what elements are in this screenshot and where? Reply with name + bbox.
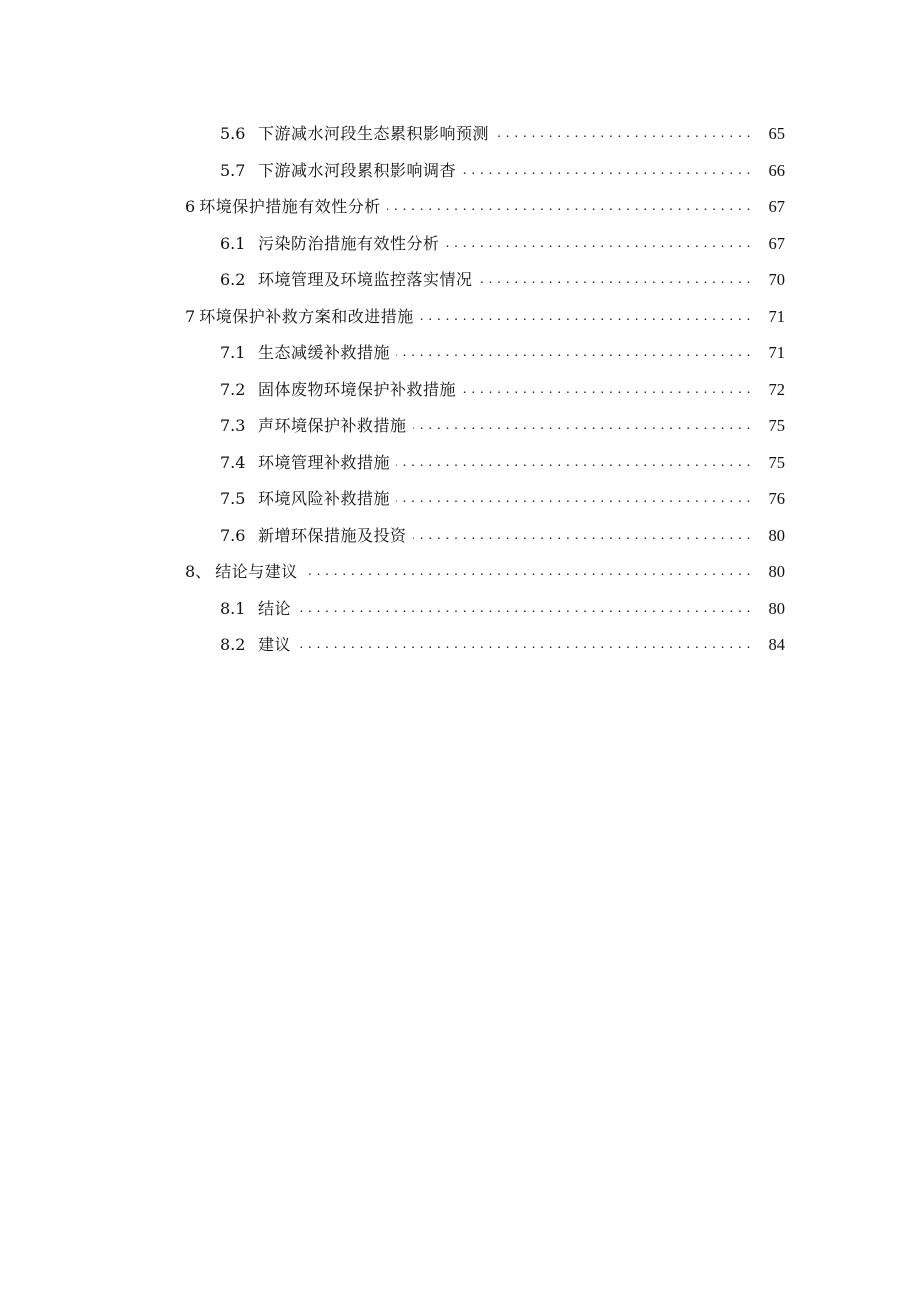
toc-entry-label <box>185 307 414 327</box>
toc-entry-number: 6 <box>185 197 196 217</box>
toc-entry-7-2[interactable] <box>0 372 920 409</box>
toc-entry-title: 生态减缓补救措施 <box>258 343 391 363</box>
toc-entry-6-2[interactable] <box>0 262 920 299</box>
toc-page-number: 80 <box>768 598 785 618</box>
toc-entry-number: 8、 <box>185 562 212 582</box>
table-of-contents <box>0 116 920 664</box>
toc-dot-leader <box>495 124 751 144</box>
toc-entry-5-6[interactable] <box>0 116 920 153</box>
toc-entry-8-1[interactable] <box>0 591 920 628</box>
toc-entry-6[interactable] <box>0 189 920 226</box>
toc-entry-5-7[interactable] <box>0 153 920 190</box>
toc-entry-6-1[interactable] <box>0 226 920 263</box>
toc-page-number: 66 <box>768 160 785 180</box>
toc-entry-number: 7 <box>185 306 196 326</box>
toc-entry-number: 8.2 <box>220 635 246 655</box>
toc-dot-leader <box>462 380 751 400</box>
toc-entry-label <box>220 343 390 363</box>
toc-entry-label <box>220 635 291 655</box>
toc-entry-label <box>185 562 298 582</box>
toc-dot-leader <box>387 197 751 217</box>
toc-entry-label <box>220 124 489 144</box>
toc-entry-title: 结论 <box>258 598 292 618</box>
toc-dot-leader <box>297 599 751 619</box>
toc-dot-leader <box>479 270 751 290</box>
toc-dot-leader <box>446 234 751 254</box>
toc-page-number: 65 <box>768 124 785 144</box>
toc-entry-number: 7.3 <box>220 416 246 436</box>
toc-dot-leader <box>413 526 751 546</box>
toc-entry-7[interactable] <box>0 299 920 336</box>
toc-entry-number: 5.7 <box>220 160 246 180</box>
toc-entry-title: 环境保护补救方案和改进措施 <box>199 306 414 326</box>
toc-entry-title: 固体废物环境保护补救措施 <box>258 379 457 399</box>
toc-dot-leader <box>396 343 751 363</box>
toc-entry-label <box>220 526 407 546</box>
toc-entry-label <box>185 197 381 217</box>
toc-entry-label <box>220 599 291 619</box>
toc-entry-title: 环境风险补救措施 <box>258 489 391 509</box>
toc-entry-number: 6.2 <box>220 270 246 290</box>
toc-entry-number: 5.6 <box>220 124 246 144</box>
toc-page-number: 75 <box>768 416 785 436</box>
toc-entry-number: 6.1 <box>220 233 246 253</box>
toc-entry-label <box>220 489 390 509</box>
toc-entry-number: 7.6 <box>220 525 246 545</box>
toc-dot-leader <box>304 562 751 582</box>
toc-entry-label <box>220 380 456 400</box>
toc-entry-number: 7.5 <box>220 489 246 509</box>
toc-entry-7-1[interactable] <box>0 335 920 372</box>
toc-entry-title: 下游减水河段生态累积影响预测 <box>258 124 490 144</box>
toc-entry-7-5[interactable] <box>0 481 920 518</box>
toc-dot-leader <box>396 489 751 509</box>
toc-page-number: 67 <box>768 233 785 253</box>
toc-page-number: 80 <box>768 525 785 545</box>
toc-page-number: 72 <box>768 379 785 399</box>
toc-entry-label <box>220 270 473 290</box>
toc-page-number: 70 <box>768 270 785 290</box>
toc-entry-title: 结论与建议 <box>215 562 298 582</box>
toc-page-number: 71 <box>768 306 785 326</box>
toc-entry-title: 污染防治措施有效性分析 <box>258 233 440 253</box>
toc-page-number: 84 <box>768 635 785 655</box>
toc-entry-number: 7.4 <box>220 452 246 472</box>
toc-entry-title: 建议 <box>258 635 292 655</box>
toc-page-number: 75 <box>768 452 785 472</box>
toc-dot-leader <box>297 635 751 655</box>
toc-entry-number: 8.1 <box>220 598 246 618</box>
toc-entry-number: 7.1 <box>220 343 246 363</box>
toc-entry-title: 声环境保护补救措施 <box>258 416 407 436</box>
toc-dot-leader <box>420 307 751 327</box>
toc-entry-label <box>220 453 390 473</box>
toc-entry-label <box>220 416 407 436</box>
toc-entry-title: 环境保护措施有效性分析 <box>199 197 381 217</box>
toc-page-number: 76 <box>768 489 785 509</box>
toc-entry-title: 下游减水河段累积影响调杳 <box>258 160 457 180</box>
toc-entry-7-6[interactable] <box>0 518 920 555</box>
toc-entry-title: 环境管理补救措施 <box>258 452 391 472</box>
toc-entry-8[interactable] <box>0 554 920 591</box>
toc-entry-number: 7.2 <box>220 379 246 399</box>
toc-page-number: 80 <box>768 562 785 582</box>
toc-dot-leader <box>396 453 751 473</box>
toc-entry-title: 环境管理及环境监控落实情况 <box>258 270 473 290</box>
toc-entry-8-2[interactable] <box>0 627 920 664</box>
toc-entry-label <box>220 161 456 181</box>
toc-dot-leader <box>413 416 751 436</box>
toc-entry-7-3[interactable] <box>0 408 920 445</box>
toc-entry-title: 新增环保措施及投资 <box>258 525 407 545</box>
toc-entry-7-4[interactable] <box>0 445 920 482</box>
toc-entry-label <box>220 234 440 254</box>
toc-dot-leader <box>462 161 751 181</box>
toc-page-number: 67 <box>768 197 785 217</box>
toc-page-number: 71 <box>768 343 785 363</box>
